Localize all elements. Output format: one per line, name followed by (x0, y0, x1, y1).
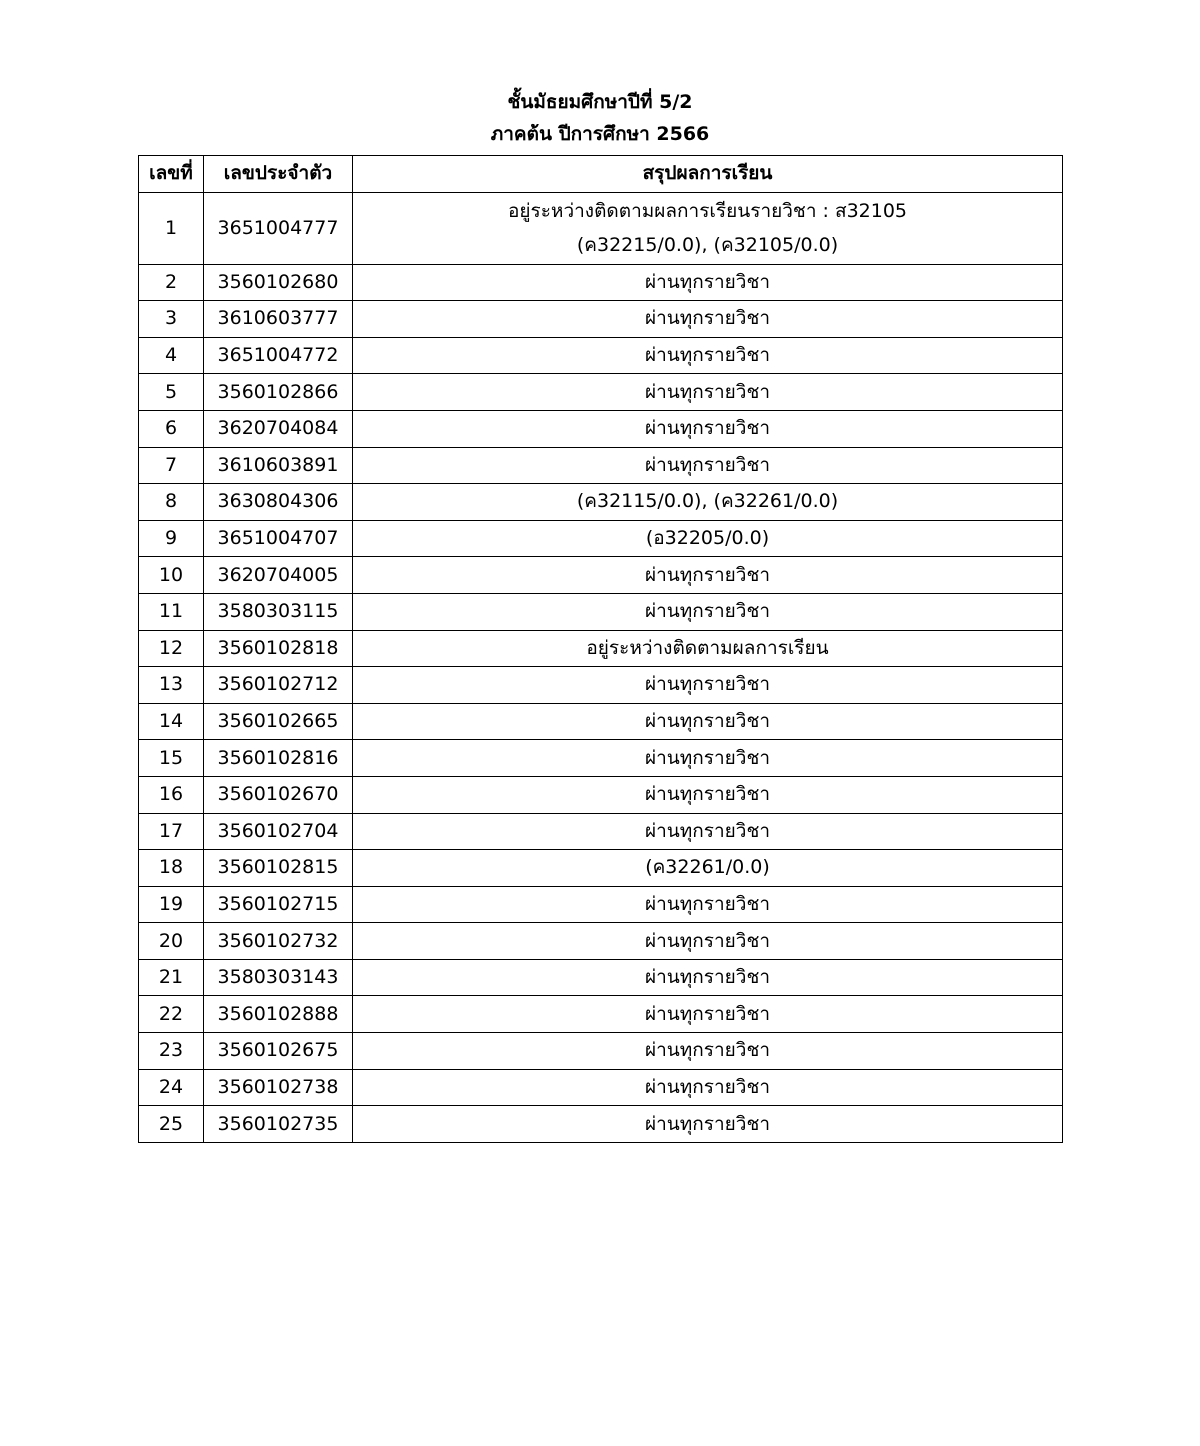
result-summary (353, 703, 1063, 740)
table-row (139, 593, 1063, 630)
result-summary (353, 923, 1063, 960)
table-row (139, 447, 1063, 484)
result-summary-line: ผ่านทุกรายวิชา (644, 1075, 771, 1098)
student-id: 3620704005 (204, 557, 353, 594)
student-id: 3560102866 (204, 374, 353, 411)
row-number: 19 (139, 886, 204, 923)
result-summary-line: ผ่านทุกรายวิชา (644, 270, 771, 293)
table-body (139, 192, 1063, 1142)
row-number: 2 (139, 264, 204, 301)
column-header-number: เลขที่ (139, 156, 204, 193)
row-number: 22 (139, 996, 204, 1033)
result-summary (353, 447, 1063, 484)
student-id: 3560102715 (204, 886, 353, 923)
row-number: 21 (139, 959, 204, 996)
row-number: 16 (139, 776, 204, 813)
result-summary-line: ผ่านทุกรายวิชา (644, 819, 771, 842)
semester-title: ภาคต้น ปีการศึกษา 2566 (490, 123, 710, 145)
student-id: 3560102816 (204, 740, 353, 777)
row-number: 10 (139, 557, 204, 594)
student-id: 3560102738 (204, 1069, 353, 1106)
result-summary (353, 1106, 1063, 1143)
result-summary (353, 813, 1063, 850)
result-summary-line: (ค32115/0.0), (ค32261/0.0) (576, 490, 839, 513)
student-id: 3560102888 (204, 996, 353, 1033)
table-row (139, 886, 1063, 923)
table-row (139, 484, 1063, 521)
row-number: 14 (139, 703, 204, 740)
result-summary (353, 776, 1063, 813)
row-number: 6 (139, 410, 204, 447)
student-id: 3560102732 (204, 923, 353, 960)
table-row (139, 630, 1063, 667)
result-summary (353, 301, 1063, 338)
column-header-summary: สรุปผลการเรียน (353, 156, 1063, 193)
row-number: 17 (139, 813, 204, 850)
student-id: 3560102665 (204, 703, 353, 740)
result-summary-line: ผ่านทุกรายวิชา (644, 344, 771, 367)
result-summary-line: ผ่านทุกรายวิชา (644, 563, 771, 586)
result-summary (353, 484, 1063, 521)
result-summary-line: ผ่านทุกรายวิชา (644, 453, 771, 476)
result-summary-line: ผ่านทุกรายวิชา (644, 1039, 771, 1062)
row-number: 4 (139, 337, 204, 374)
student-id: 3620704084 (204, 410, 353, 447)
result-summary (353, 850, 1063, 887)
result-summary-line: ผ่านทุกรายวิชา (644, 929, 771, 952)
table-row (139, 959, 1063, 996)
student-id: 3651004772 (204, 337, 353, 374)
result-summary (353, 337, 1063, 374)
row-number: 5 (139, 374, 204, 411)
result-summary (353, 1033, 1063, 1070)
result-summary (353, 996, 1063, 1033)
result-summary-line: (ค32215/0.0), (ค32105/0.0) (576, 234, 839, 257)
result-summary (353, 886, 1063, 923)
result-summary-line: (อ32205/0.0) (645, 527, 770, 550)
result-summary-line: ผ่านทุกรายวิชา (644, 673, 771, 696)
table-row (139, 776, 1063, 813)
table-row (139, 667, 1063, 704)
row-number: 25 (139, 1106, 204, 1143)
result-summary-line: ผ่านทุกรายวิชา (644, 380, 771, 403)
result-summary (353, 520, 1063, 557)
page-header (0, 86, 1200, 150)
table-row (139, 410, 1063, 447)
result-summary-line: ผ่านทุกรายวิชา (644, 892, 771, 915)
result-summary-line: ผ่านทุกรายวิชา (644, 1112, 771, 1135)
results-table (138, 155, 1063, 1143)
student-id: 3651004707 (204, 520, 353, 557)
row-number: 3 (139, 301, 204, 338)
row-number: 11 (139, 593, 204, 630)
result-summary (353, 667, 1063, 704)
result-summary-line: ผ่านทุกรายวิชา (644, 307, 771, 330)
student-id: 3630804306 (204, 484, 353, 521)
table-row (139, 192, 1063, 264)
result-summary-line: ผ่านทุกรายวิชา (644, 600, 771, 623)
table-row (139, 1033, 1063, 1070)
result-summary (353, 374, 1063, 411)
table-row (139, 740, 1063, 777)
result-summary-line: ผ่านทุกรายวิชา (644, 1002, 771, 1025)
student-id: 3580303143 (204, 959, 353, 996)
student-id: 3580303115 (204, 593, 353, 630)
table-row (139, 374, 1063, 411)
student-id: 3560102712 (204, 667, 353, 704)
result-summary (353, 264, 1063, 301)
result-summary (353, 410, 1063, 447)
table-row (139, 996, 1063, 1033)
student-id: 3560102680 (204, 264, 353, 301)
student-id: 3610603777 (204, 301, 353, 338)
result-summary-line: ผ่านทุกรายวิชา (644, 710, 771, 733)
result-summary (353, 557, 1063, 594)
row-number: 13 (139, 667, 204, 704)
student-id: 3610603891 (204, 447, 353, 484)
row-number: 15 (139, 740, 204, 777)
row-number: 12 (139, 630, 204, 667)
row-number: 24 (139, 1069, 204, 1106)
result-summary-line: อยู่ระหว่างติดตามผลการเรียนรายวิชา : ส32105 (507, 200, 908, 223)
student-id: 3560102735 (204, 1106, 353, 1143)
student-id: 3560102670 (204, 776, 353, 813)
result-summary-line: ผ่านทุกรายวิชา (644, 417, 771, 440)
table-header-row (139, 156, 1063, 193)
result-summary (353, 1069, 1063, 1106)
class-title: ชั้นมัธยมศึกษาปีที่ 5/2 (507, 91, 693, 113)
result-summary-line: อยู่ระหว่างติดตามผลการเรียน (586, 636, 829, 659)
student-id: 3560102818 (204, 630, 353, 667)
table-row (139, 557, 1063, 594)
result-summary-line: ผ่านทุกรายวิชา (644, 966, 771, 989)
result-summary (353, 959, 1063, 996)
student-id: 3560102815 (204, 850, 353, 887)
result-summary (353, 593, 1063, 630)
column-header-student-id: เลขประจำตัว (204, 156, 353, 193)
table-row (139, 337, 1063, 374)
table-row (139, 1106, 1063, 1143)
result-summary-line: (ค32261/0.0) (645, 856, 770, 879)
table-row (139, 1069, 1063, 1106)
result-summary (353, 630, 1063, 667)
table-row (139, 264, 1063, 301)
row-number: 7 (139, 447, 204, 484)
row-number: 8 (139, 484, 204, 521)
student-id: 3560102704 (204, 813, 353, 850)
row-number: 9 (139, 520, 204, 557)
row-number: 20 (139, 923, 204, 960)
row-number: 1 (139, 192, 204, 264)
table-row (139, 850, 1063, 887)
student-id: 3651004777 (204, 192, 353, 264)
table-row (139, 703, 1063, 740)
result-summary (353, 740, 1063, 777)
table-row (139, 813, 1063, 850)
result-summary-line: ผ่านทุกรายวิชา (644, 746, 771, 769)
result-summary-line: ผ่านทุกรายวิชา (644, 783, 771, 806)
table-row (139, 923, 1063, 960)
result-summary (353, 192, 1063, 264)
table-row (139, 301, 1063, 338)
table-row (139, 520, 1063, 557)
row-number: 18 (139, 850, 204, 887)
student-id: 3560102675 (204, 1033, 353, 1070)
row-number: 23 (139, 1033, 204, 1070)
